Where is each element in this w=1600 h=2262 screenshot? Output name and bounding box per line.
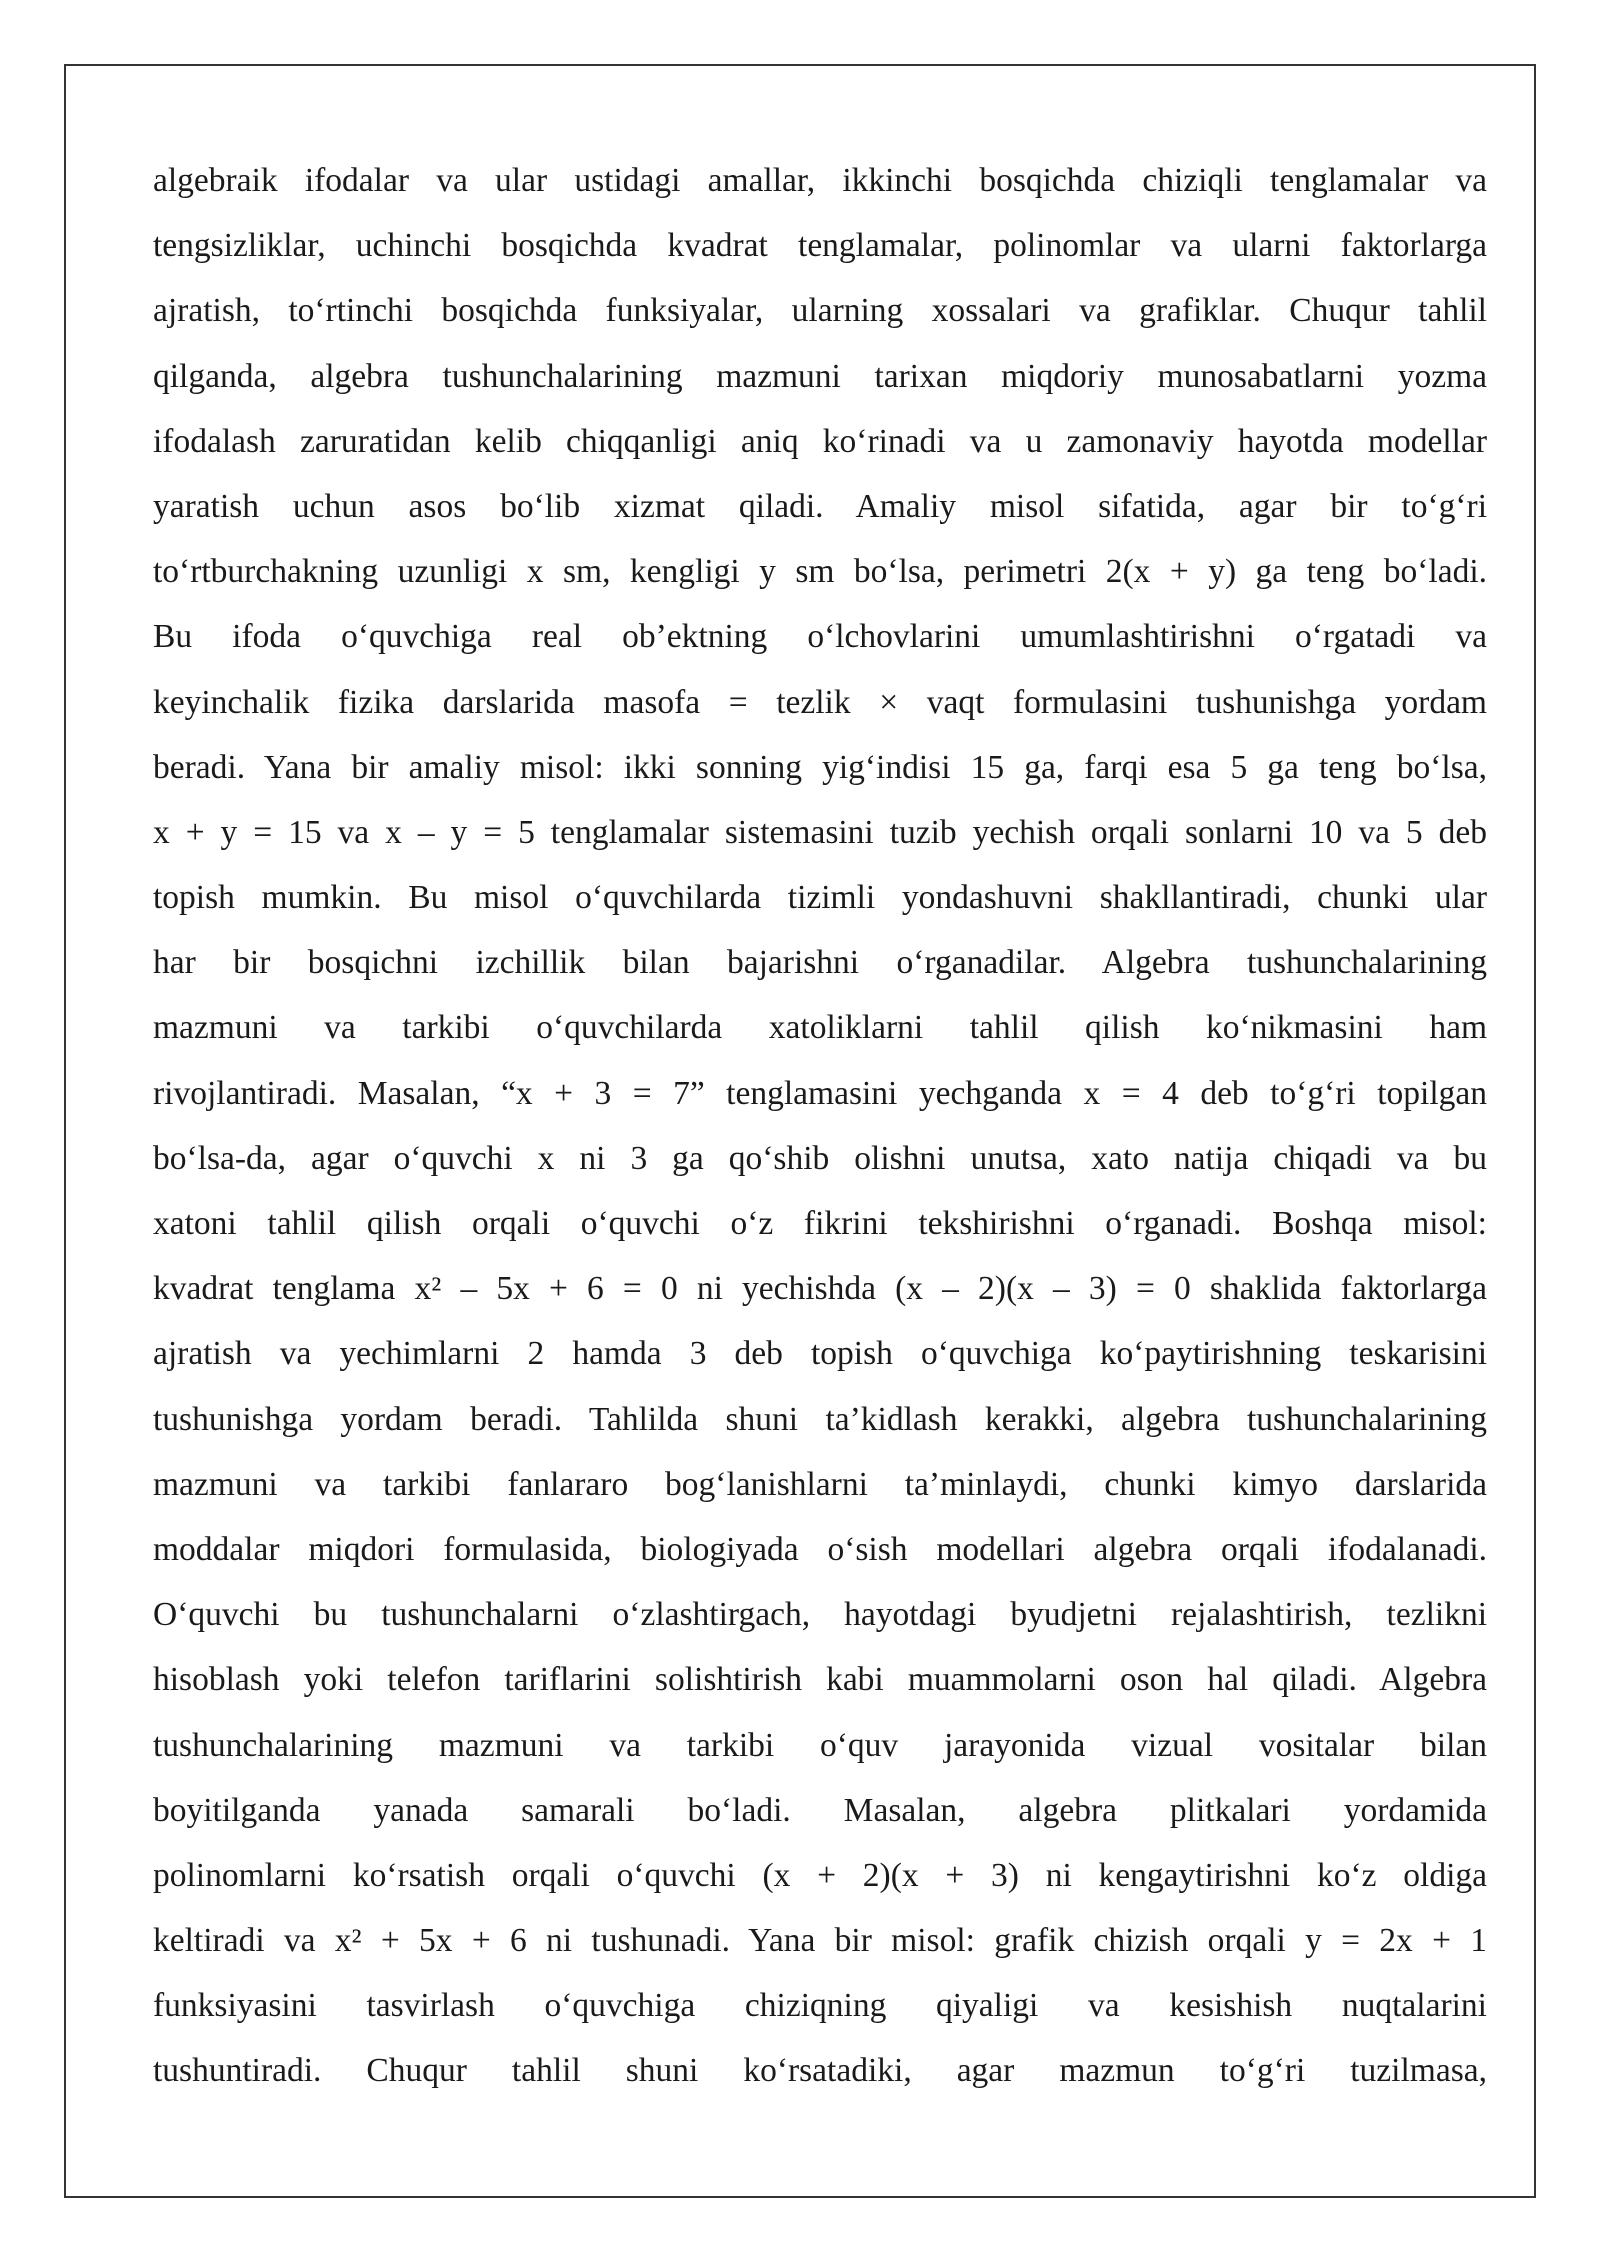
text-line: kvadrat tenglama x² – 5x + 6 = 0 ni yechishda (x – 2)(x – 3) = 0 shaklida faktorlarga xyxy=(153,1270,1487,1308)
text-line: keyinchalik fizika darslarida masofa = tezlik × vaqt formulasini tushunishga yordam xyxy=(153,683,1487,721)
text-line: ajratish, to‘rtinchi bosqichda funksiyalar, ularning xossalari va grafiklar. Chuqur tahlil xyxy=(153,292,1487,330)
text-line: har bir bosqichni izchillik bilan bajarishni o‘rganadilar. Algebra tushunchalarining xyxy=(153,944,1487,982)
text-line: algebraik ifodalar va ular ustidagi amallar, ikkinchi bosqichda chiziqli tenglamalar va xyxy=(153,162,1487,199)
text-line: boyitilganda yanada samarali bo‘ladi. Masalan, algebra plitkalari yordamida xyxy=(153,1791,1487,1829)
text-line: hisoblash yoki telefon tariflarini solishtirish kabi muammolarni oson hal qiladi. Algebra xyxy=(153,1661,1487,1699)
text-line: keltiradi va x² + 5x + 6 ni tushunadi. Yana bir misol: grafik chizish orqali y = 2x + 1 xyxy=(153,1922,1487,1960)
text-line: yaratish uchun asos bo‘lib xizmat qiladi. Amaliy misol sifatida, agar bir to‘g‘ri xyxy=(153,487,1487,525)
text-line: mazmuni va tarkibi fanlararo bog‘lanishlarni ta’minlaydi, chunki kimyo darslarida xyxy=(153,1465,1487,1503)
body-paragraph xyxy=(153,148,1487,2104)
text-line: polinomlarni ko‘rsatish orqali o‘quvchi (x + 2)(x + 3) ni kengaytirishni ko‘z oldiga xyxy=(153,1856,1487,1894)
text-line: qilganda, algebra tushunchalarining mazmuni tarixan miqdoriy munosabatlarni yozma xyxy=(153,357,1487,395)
text-line: rivojlantiradi. Masalan, “x + 3 = 7” tenglamasini yechganda x = 4 deb to‘g‘ri topilgan xyxy=(153,1074,1487,1112)
text-line: tushunishga yordam beradi. Tahlilda shuni ta’kidlash kerakki, algebra tushunchalarining xyxy=(153,1400,1487,1438)
text-line: xatoni tahlil qilish orqali o‘quvchi o‘z fikrini tekshirishni o‘rganadi. Boshqa misol: xyxy=(153,1205,1487,1242)
text-line: to‘rtburchakning uzunligi x sm, kengligi y sm bo‘lsa, perimetri 2(x + y) ga teng bo‘ladi. xyxy=(153,553,1487,591)
text-line: ajratish va yechimlarni 2 hamda 3 deb topish o‘quvchiga ko‘paytirishning teskarisini xyxy=(153,1335,1487,1373)
text-line: tengsizliklar, uchinchi bosqichda kvadrat tenglamalar, polinomlar va ularni faktorlarga xyxy=(153,227,1487,265)
text-line: moddalar miqdori formulasida, biologiyada o‘sish modellari algebra orqali ifodalanadi. xyxy=(153,1530,1487,1568)
text-line: tushuntiradi. Chuqur tahlil shuni ko‘rsatadiki, agar mazmun to‘g‘ri tuzilmasa, xyxy=(153,2052,1487,2090)
text-line: bo‘lsa-da, agar o‘quvchi x ni 3 ga qo‘shib olishni unutsa, xato natija chiqadi va bu xyxy=(153,1139,1487,1177)
text-line: Bu ifoda o‘quvchiga real ob’ektning o‘lchovlarini umumlashtirishni o‘rgatadi va xyxy=(153,618,1487,656)
text-line: tushunchalarining mazmuni va tarkibi o‘quv jarayonida vizual vositalar bilan xyxy=(153,1726,1487,1764)
text-line: topish mumkin. Bu misol o‘quvchilarda tizimli yondashuvni shakllantiradi, chunki ular xyxy=(153,879,1487,917)
text-line: beradi. Yana bir amaliy misol: ikki sonning yig‘indisi 15 ga, farqi esa 5 ga teng bo‘lsa, xyxy=(153,748,1487,786)
text-line: ifodalash zaruratidan kelib chiqqanligi aniq ko‘rinadi va u zamonaviy hayotda modellar xyxy=(153,422,1487,460)
text-line: funksiyasini tasvirlash o‘quvchiga chiziqning qiyaligi va kesishish nuqtalarini xyxy=(153,1987,1487,2025)
text-line: mazmuni va tarkibi o‘quvchilarda xatoliklarni tahlil qilish ko‘nikmasini ham xyxy=(153,1009,1487,1047)
text-line: O‘quvchi bu tushunchalarni o‘zlashtirgach, hayotdagi byudjetni rejalashtirish, tezlikni xyxy=(153,1596,1487,1634)
text-line: x + y = 15 va x – y = 5 tenglamalar sistemasini tuzib yechish orqali sonlarni 10 va 5 deb xyxy=(153,813,1487,851)
